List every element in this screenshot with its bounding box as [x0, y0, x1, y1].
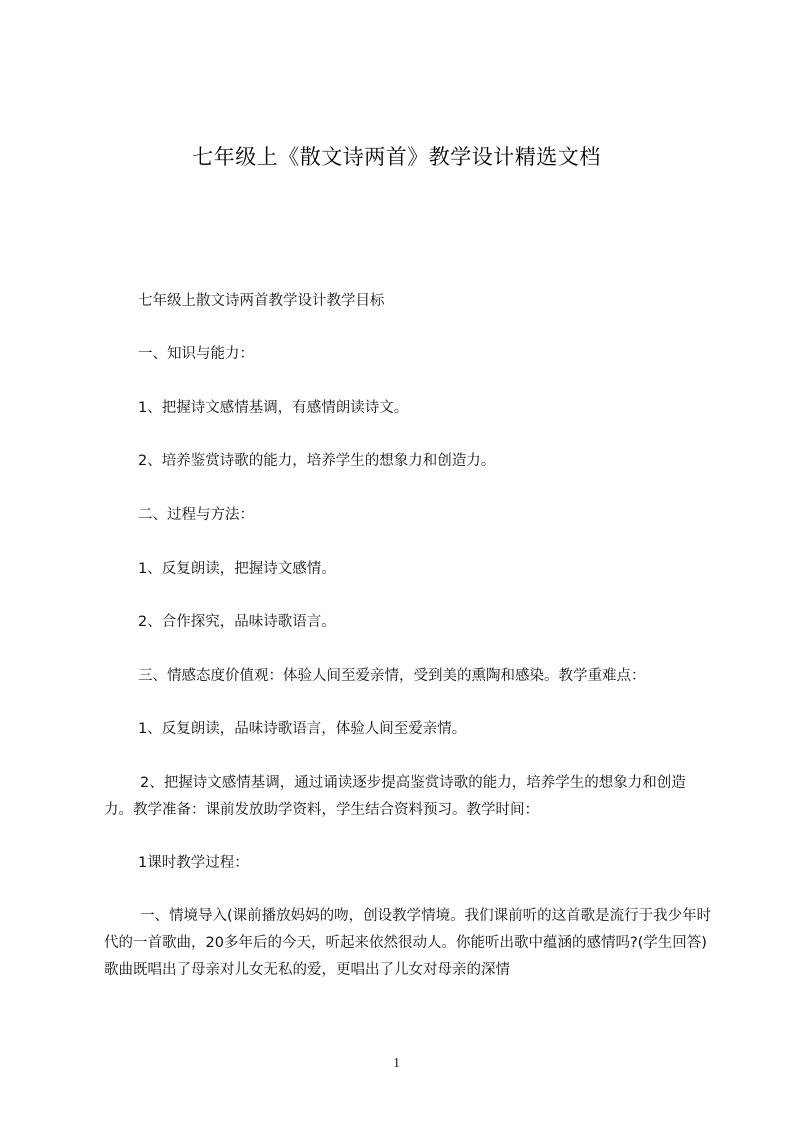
paragraph-lesson-time: 1课时教学过程：: [138, 855, 249, 871]
paragraph-introduction: 一、情境导入(课前播放妈妈的吻，创设教学情境。我们课前听的这首歌是流行于我少年时代的一首歌曲，20多年后的今天，听起来依然很动人。你能听出歌中蕴涵的感情吗?(学生回答)歌曲既唱出了母亲对儿女无私的爱，更唱出了儿女对母亲的深情: [104, 908, 712, 978]
paragraph-key-point-2: 2、把握诗文感情基调，通过诵读逐步提高鉴赏诗歌的能力，培养学生的想象力和创造力。教学准备：课前发放助学资料，学生结合资料预习。教学时间：: [104, 775, 686, 818]
paragraph-knowledge-item-2: 2、培养鉴赏诗歌的能力，培养学生的想象力和创造力。: [138, 453, 496, 469]
paragraph-knowledge-ability: 一、知识与能力：: [138, 346, 254, 362]
paragraph-process-item-2: 2、合作探究，品味诗歌语言。: [138, 614, 336, 630]
paragraph-process-item-1: 1、反复朗读，把握诗文感情。: [138, 561, 336, 577]
paragraph-process-method: 二、过程与方法：: [138, 507, 254, 523]
paragraph-objectives-heading: 七年级上散文诗两首教学设计教学目标: [138, 293, 385, 309]
paragraph-key-point-1: 1、反复朗读，品味诗歌语言，体验人间至爱亲情。: [138, 721, 467, 737]
page-number: 1: [393, 1056, 400, 1071]
paragraph-knowledge-item-1: 1、把握诗文感情基调，有感情朗读诗文。: [138, 400, 409, 416]
paragraph-emotion-values: 三、情感态度价值观：体验人间至爱亲情，受到美的熏陶和感染。教学重难点：: [138, 668, 646, 684]
document-title: 七年级上《散文诗两首》教学设计精选文档: [192, 145, 601, 169]
